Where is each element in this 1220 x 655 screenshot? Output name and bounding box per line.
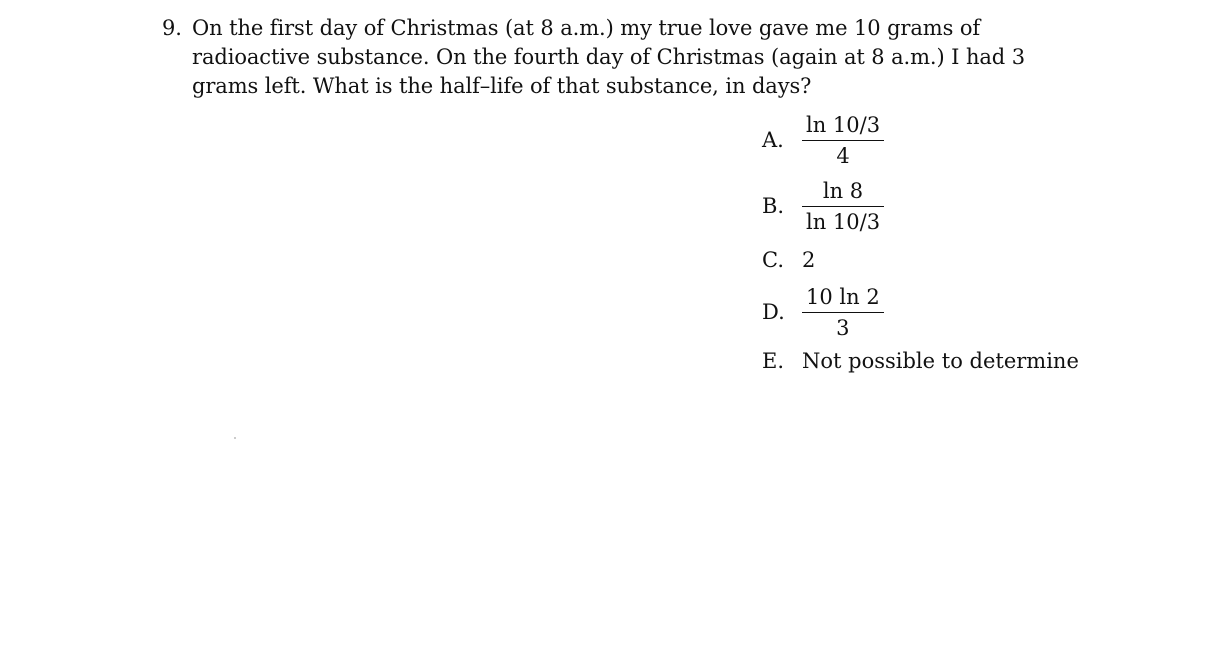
choice-c-text: 2 (802, 248, 816, 272)
choice-b-fraction (802, 179, 884, 234)
choice-d-fraction (802, 285, 884, 340)
choice-a-denominator: 4 (802, 140, 884, 168)
choice-e-text: Not possible to determine (802, 349, 1079, 373)
choice-a-letter: A. (762, 128, 784, 152)
speck-mark (234, 437, 236, 439)
question-number: 9. (162, 16, 182, 40)
choice-a (762, 108, 884, 172)
choice-d-denominator: 3 (802, 312, 884, 340)
choice-b (762, 174, 884, 238)
choice-c-letter: C. (762, 248, 784, 272)
choice-e (762, 344, 1079, 378)
choice-d-numerator: 10 ln 2 (806, 284, 880, 309)
choice-d (762, 280, 884, 344)
choice-a-fraction (802, 113, 884, 168)
choice-a-numerator: ln 10/3 (806, 112, 881, 137)
choice-c (762, 242, 815, 278)
choice-b-letter: B. (762, 194, 785, 218)
choice-d-letter: D. (762, 300, 785, 324)
question-text: On the first day of Christmas (at 8 a.m.) my true love gave me 10 grams of radioactive substance. On the fourth day of Christmas (again at 8 a.m.) I had 3 grams left. What is the half–life of that substance, in days? (192, 16, 1025, 98)
choice-e-letter: E. (762, 349, 785, 373)
question-block (162, 14, 1092, 101)
choice-b-denominator: ln 10/3 (802, 206, 884, 234)
choice-b-numerator: ln 8 (822, 178, 864, 203)
